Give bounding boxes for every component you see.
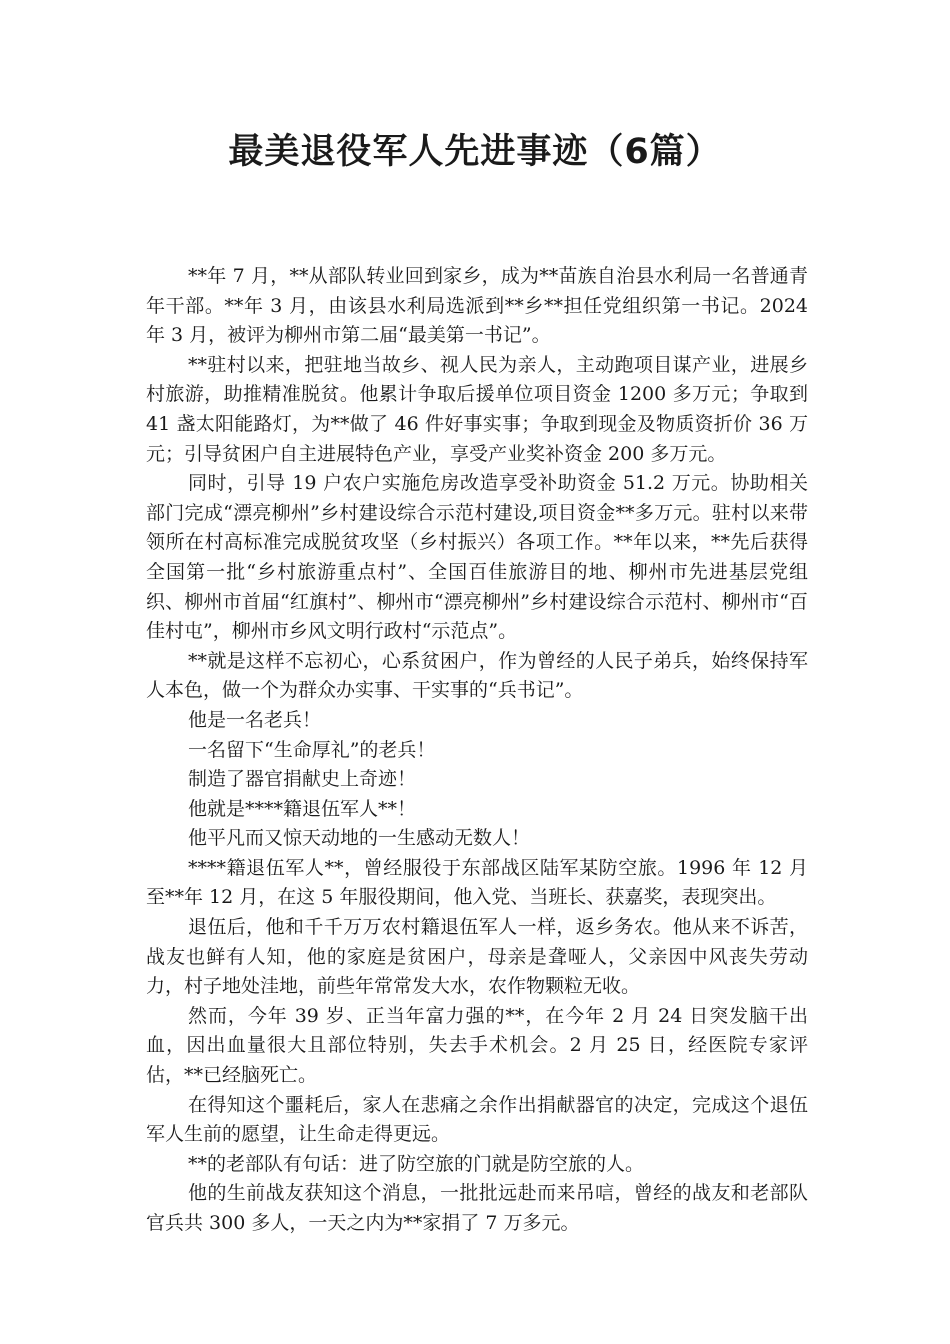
paragraph: 一名留下“生命厚礼”的老兵！	[188, 738, 436, 761]
paragraph: 退伍后，他和千千万万农村籍退伍军人一样，返乡务农。他从来不诉苦，战友也鲜有人知，他的家庭是贫困户，母亲是聋哑人，父亲因中风丧失劳动力，村子地处洼地，前些年常常发大水，农作物颗粒无收。	[146, 916, 808, 998]
paragraph: 他就是****籍退伍军人**！	[188, 797, 417, 820]
document-body	[146, 262, 808, 1239]
paragraph: 同时，引导 19 户农户实施危房改造享受补助资金 51.2 万元。协助相关部门完成“漂亮柳州”乡村建设综合示范村建设,项目资金**多万元。驻村以来带领所在村高标准完成脱贫攻坚（乡村振兴）各项工作。**年以来，**先后获得全国第一批“乡村旅游重点村”、全国百佳旅游目的地、柳州市先进基层党组织、柳州市首届“红旗村”、柳州市“漂亮柳州”乡村建设综合示范村、柳州市“百佳村屯”，柳州市乡风文明行政村“示范点”。	[146, 472, 808, 643]
document-title: 最美退役军人先进事迹（6篇）	[228, 132, 722, 172]
paragraph: **年 7 月，**从部队转业回到家乡，成为**苗族自治县水利局一名普通青年干部。**年 3 月，由该县水利局选派到**乡**担任党组织第一书记。2024 年 3 月，被评为柳州市第二届“最美第一书记”。	[146, 265, 808, 347]
paragraph: 然而，今年 39 岁、正当年富力强的**，在今年 2 月 24 日突发脑干出血，因出血量很大且部位特别，失去手术机会。2 月 25 日，经医院专家评估，**已经脑死亡。	[146, 1004, 808, 1087]
paragraph: 他平凡而又惊天动地的一生感动无数人！	[188, 827, 531, 850]
paragraph: 制造了器官捐献史上奇迹！	[188, 768, 417, 791]
paragraph: 他的生前战友获知这个消息，一批批远赴而来吊唁，曾经的战友和老部队官兵共 300 多人，一天之内为**家捐了 7 万多元。	[146, 1182, 808, 1234]
paragraph: 在得知这个噩耗后，家人在悲痛之余作出捐献器官的决定，完成这个退伍军人生前的愿望，让生命走得更远。	[146, 1093, 808, 1146]
paragraph: 他是一名老兵！	[188, 708, 322, 731]
paragraph: ****籍退伍军人**，曾经服役于东部战区陆军某防空旅。1996 年 12 月至**年 12 月，在这 5 年服役期间，他入党、当班长、获嘉奖，表现突出。	[146, 856, 808, 909]
paragraph: **的老部队有句话：进了防空旅的门就是防空旅的人。	[188, 1152, 645, 1175]
paragraph: **就是这样不忘初心，心系贫困户，作为曾经的人民子弟兵，始终保持军人本色，做一个为群众办实事、干实事的“兵书记”。	[146, 649, 808, 702]
paragraph: **驻村以来，把驻地当故乡、视人民为亲人，主动跑项目谋产业，进展乡村旅游，助推精准脱贫。他累计争取后援单位项目资金 1200 多万元；争取到 41 盏太阳能路灯，为**做了 46 件好事实事；争取到现金及物质资折价 36 万元；引导贫困户自主进展特色产业，享受产业奖补资金 200 多万元。	[146, 353, 808, 465]
